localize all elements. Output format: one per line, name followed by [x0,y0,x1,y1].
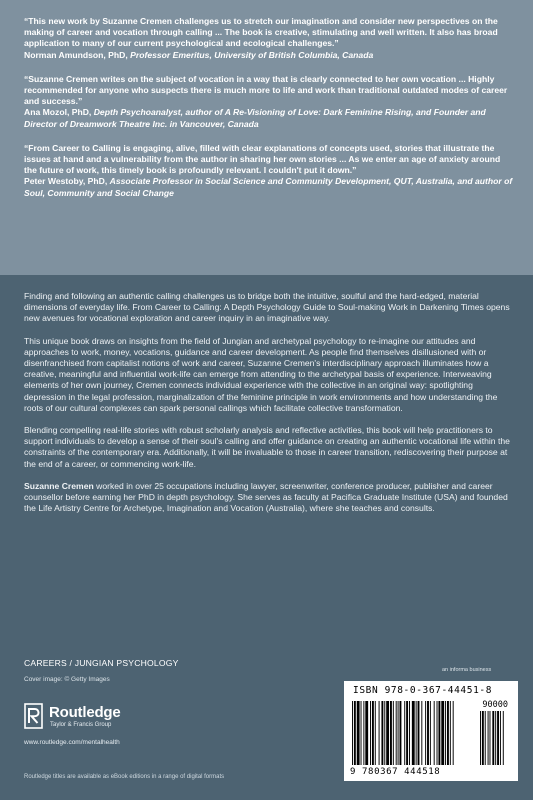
addon-bar [485,711,486,765]
publisher-block [24,703,224,747]
barcode-bar [384,701,385,765]
description-paragraph: This unique book draws on insights from the field of Jungian and archetypal psychology to re-imagine our attitudes and approaches to work, money, vocations, guidance and career development. As people find themselves disillusioned with or disenfranchised from capitalist notions of work and career, Suzanne Cremen's interdisciplinary approach illuminates how a creative, meaningful and influential work-life can emerge from attending to the archetypal basis of experience. Interweaving elements of her own journey, Cremen connects individual experience with the collective in an original way: spotlighting depression in the legal profession, marginalization of the feminine principle in work environments and how understanding the roots of our cultural complexes can spark personal callings which facilitate collective transformation. [24,335,498,413]
routledge-logo-icon [24,703,43,729]
isbn-number: ISBN 978-0-367-44451-8 [353,685,493,696]
barcode-bar [425,701,426,765]
endorser-name: Norman Amundson, PhD, [24,49,128,60]
addon-bar [482,711,484,765]
publisher-group: Taylor & Francis Group [50,722,112,728]
barcode-bar [354,701,356,765]
author-name: Suzanne Cremen [24,480,94,491]
barcode-bar [365,701,368,765]
barcode-bar [372,701,374,765]
barcode-bar [453,701,454,765]
barcode-bar [441,701,444,765]
endorsement [24,74,514,130]
barcode-bar [406,701,408,765]
barcode-bar [363,701,364,765]
publisher-name: Routledge [49,704,121,721]
barcode-bar [352,701,353,765]
barcode-bar [447,701,449,765]
endorsement-attribution [24,107,514,129]
endorsements [24,16,514,212]
addon-bar [495,711,496,765]
endorsement-quote: “This new work by Suzanne Cremen challenges us to stretch our imagination and consider new perspectives on the making of career and vocation through calling ... The book is creative, stimulating and well written. It also has broad application to many of our current psychological and ecological challenges.” [24,16,498,49]
endorsement-attribution [24,176,514,198]
subject-category: CAREERS / JUNGIAN PSYCHOLOGY [24,658,179,668]
endorser-name: Peter Westoby, PhD, [24,176,108,187]
barcode-bar [430,701,431,765]
barcode-bar [393,701,394,765]
informa-note: an informa business [442,667,492,673]
barcode-bar [445,701,446,765]
barcode-bar [375,701,376,765]
barcode-bar [361,701,362,765]
endorser-role: Depth Psychoanalyst, author of A Re-Visioning of Love: Dark Feminine Rising, and Founder and Director of Dreamwork Theatre Inc. in Vancouver, Canada [24,107,486,129]
barcode-bar [381,701,383,765]
barcode-bar [450,701,451,765]
endorser-role: Associate Professor in Social Science and Community Development, QUT, Australia, and author of Soul, Community and Social Change [24,176,513,198]
addon-bar [488,711,489,765]
barcode-bar [421,701,422,765]
barcode-bar [357,701,360,765]
price-code: 90000 [482,700,508,710]
endorser-name: Ana Mozol, PhD, [24,107,92,118]
addon-bar [490,711,491,765]
barcode-bar [434,701,435,765]
author-bio [24,481,512,515]
barcode-bar [437,701,438,765]
addon-bar [503,711,504,765]
barcode-bar [412,701,415,765]
isbn-barcode [344,681,518,781]
barcode-bar [396,701,397,765]
endorsement-quote: “Suzanne Cremen writes on the subject of vocation in a way that is clearly connected to her own vocation ... Highly recommended for anyone who suspects there is much more to life and work than traditional outdated modes of career and success.” [24,73,508,107]
author-bio-text: worked in over 25 occupations including lawyer, screenwriter, conference producer, publisher and career counsellor before earning her PhD in depth psychology. She serves as faculty at Pacifica Graduate Institute (USA) and founded the Life Artistry Centre for Archetype, Imagination and Vocation (Australia), where she teaches and consults. [24,480,508,514]
barcode-bar [390,701,392,765]
barcode-bars [352,701,510,767]
barcode-bar [438,701,440,765]
addon-bar [492,711,494,765]
endorsement-quote: “From Career to Calling is engaging, alive, filled with clear explanations of concepts used, stories that illustrate the issues at hand and a vulnerability from the author in sharing her own stories ... As we enter an age of anxiety around the future of work, this timely book is profoundly relevant. I couldn't put it down.” [24,142,501,176]
addon-bar [497,711,499,765]
barcode-bar [427,701,429,765]
barcode-digits: 9 780367 444518 [350,767,441,777]
endorsement [24,16,514,61]
endorsement [24,143,514,199]
book-description [24,291,512,525]
barcode-bar [418,701,420,765]
addon-bar [500,711,501,765]
ebook-note: Routledge titles are available as eBook editions in a range of digital formats [24,774,225,780]
barcode-bar [416,701,417,765]
endorser-role: Professor Emeritus, University of British Columbia, Canada [130,49,374,60]
barcode-bar [370,701,371,765]
cover-credit: Cover image: © Getty Images [24,676,110,683]
barcode-bar [386,701,389,765]
barcode-bar [404,701,405,765]
endorsement-attribution [24,50,514,61]
description-paragraph: Blending compelling real-life stories with robust scholarly analysis and reflective activities, this book will help practitioners to support individuals to develop a sense of their soul's calling and offer guidance on creating an authentic vocational life within the constraints of the contemporary era. Additionally, it will be invaluable to those in career transition, rediscovering their purpose at the end of a career, or commencing work-life. [24,425,510,469]
addon-bar [480,711,481,765]
publisher-url[interactable]: www.routledge.com/mentalhealth [24,739,120,746]
description-paragraph: Finding and following an authentic calling challenges us to bridge both the intuitive, soulful and the hard-edged, material dimensions of everyday life. From Career to Calling: A Depth Psychology Guide to Soul-making Work in Darkening Times opens new avenues for vocational exploration and career inquiry in an imaginative way. [24,291,510,324]
barcode-bar [409,701,410,765]
barcode-bar [379,701,380,765]
barcode-bar [398,701,399,765]
barcode-bar [400,701,402,765]
